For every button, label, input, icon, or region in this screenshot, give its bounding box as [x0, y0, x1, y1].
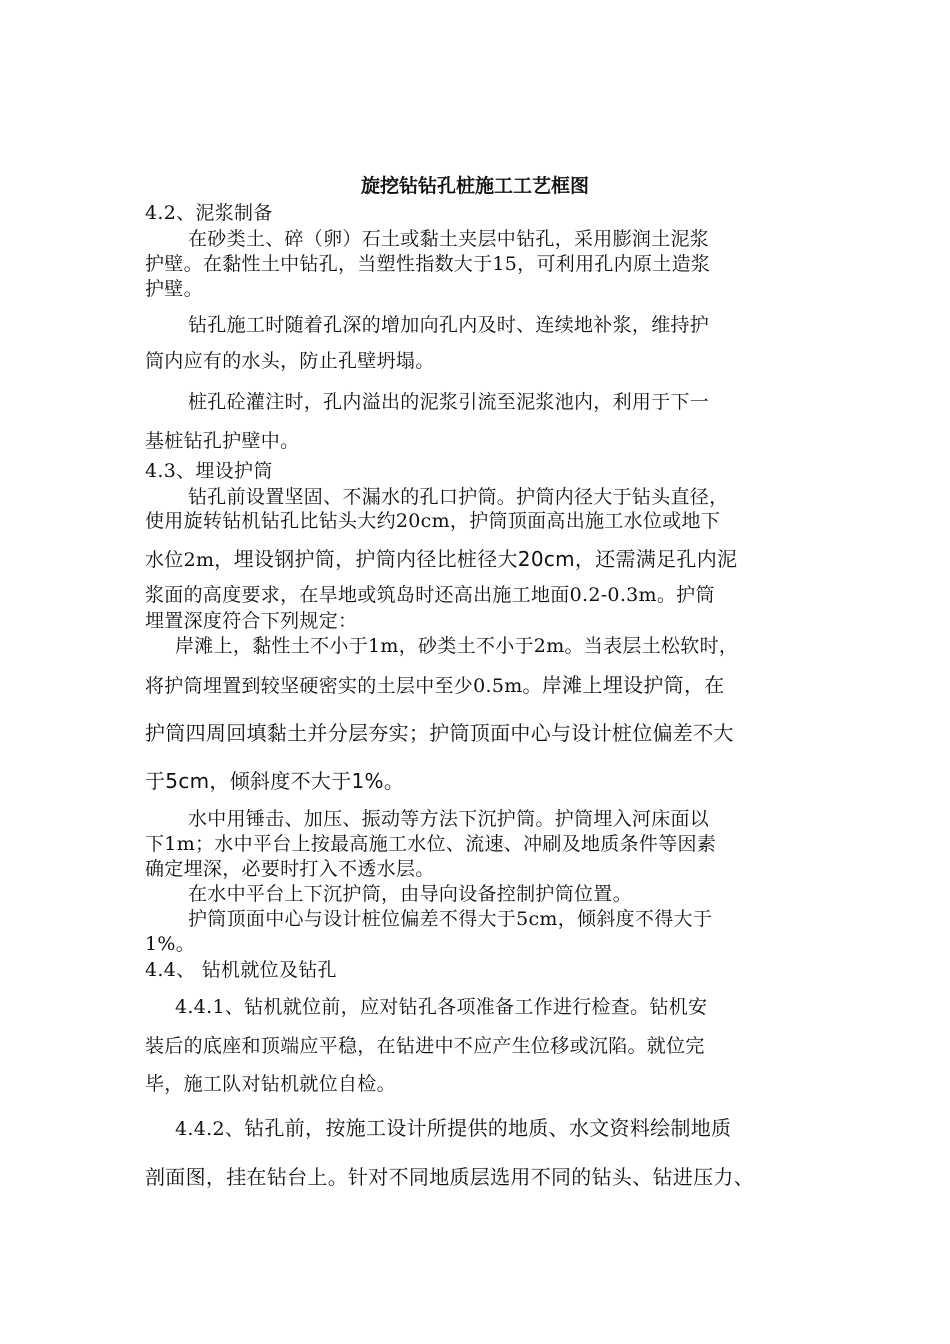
paragraph-text-emphasis: 钻孔前，按施工设计所提供的地质、水文资料绘制地质 — [244, 1116, 732, 1140]
paragraph-line: 桩孔砼灌注时，孔内溢出的泥浆引流至泥浆池内，利用于下一 — [188, 391, 710, 413]
paragraph-line: 埋置深度符合下列规定： — [145, 610, 358, 632]
paragraph-line: 岸滩上，黏性土不小于1m，砂类土不小于2m。当表层土松软时， — [175, 635, 739, 657]
paragraph-line: 下1m；水中平台上按最高施工水位、流速、冲刷及地质条件等因素 — [145, 833, 717, 855]
section-heading-4-3: 4.3、埋设护筒 — [145, 460, 273, 482]
paragraph-line: 钻孔施工时随着孔深的增加向孔内及时、连续地补浆，维持护 — [188, 314, 710, 336]
paragraph-line: 毕，施工队对钻机就位自检。 — [145, 1073, 396, 1095]
paragraph-line: 护壁。在黏性土中钻孔，当塑性指数大于15，可利用孔内原土造浆 — [145, 253, 711, 275]
paragraph-line — [145, 672, 725, 699]
paragraph-text: 将护筒埋置到较坚硬密实的土层中至少0.5m。 — [145, 675, 542, 697]
paragraph-text: 水位2m， — [145, 549, 234, 571]
paragraph-line: 钻孔前设置坚固、不漏水的孔口护筒。护筒内径大于钻头直径， — [188, 486, 729, 508]
paragraph-line: 剖面图，挂在钻台上。针对不同地质层选用不同的钻头、钻进压力、 — [145, 1165, 754, 1189]
paragraph-line: 护筒四周回填黏土并分层夯实；护筒顶面中心与设计桩位偏差不大 — [145, 721, 734, 745]
document-title: 旋挖钻钻孔桩施工工艺框图 — [360, 175, 589, 197]
paragraph-line: 在砂类土、碎（卵）石土或黏土夹层中钻孔，采用膨润土泥浆 — [188, 228, 710, 250]
paragraph-line: 基桩钻孔护壁中。 — [145, 430, 300, 452]
paragraph-line: 4.4.1、钻机就位前，应对钻孔各项准备工作进行检查。钻机安 — [175, 996, 708, 1018]
paragraph-line: 筒内应有的水头，防止孔壁坍塌。 — [145, 350, 435, 372]
paragraph-line: 使用旋转钻机钻孔比钻头大约20cm，护筒顶面高出施工水位或地下 — [145, 510, 721, 532]
paragraph-line: 护壁。 — [145, 278, 203, 300]
paragraph-text-emphasis: 岸滩上埋设护筒，在 — [541, 673, 725, 697]
paragraph-line: 于5cm，倾斜度不大于1%。 — [145, 769, 405, 793]
section-heading-4-2: 4.2、泥浆制备 — [145, 202, 273, 224]
paragraph-line: 确定埋深，必要时打入不透水层。 — [145, 858, 435, 880]
paragraph-line: 浆面的高度要求，在旱地或筑岛时还高出施工地面0.2-0.3m。护筒 — [145, 584, 715, 606]
paragraph-text: 4.4.2、 — [175, 1118, 245, 1140]
paragraph-line: 护筒顶面中心与设计桩位偏差不得大于5cm，倾斜度不得大于 — [188, 908, 713, 930]
paragraph-line: 在水中平台上下沉护筒，由导向设备控制护筒位置。 — [188, 883, 632, 905]
paragraph-line: 水中用锤击、加压、振动等方法下沉护筒。护筒埋入河床面以 — [188, 808, 710, 830]
paragraph-text-emphasis: 埋设钢护筒，护筒内径比桩径大20cm，还需满足孔内泥 — [233, 547, 738, 571]
section-heading-4-4: 4.4、 钻机就位及钻孔 — [145, 959, 337, 981]
paragraph-line: 1%。 — [145, 933, 196, 955]
paragraph-line — [145, 546, 737, 573]
paragraph-line: 装后的底座和顶端应平稳，在钻进中不应产生位移或沉陷。就位完 — [145, 1035, 705, 1057]
paragraph-line — [175, 1115, 731, 1142]
